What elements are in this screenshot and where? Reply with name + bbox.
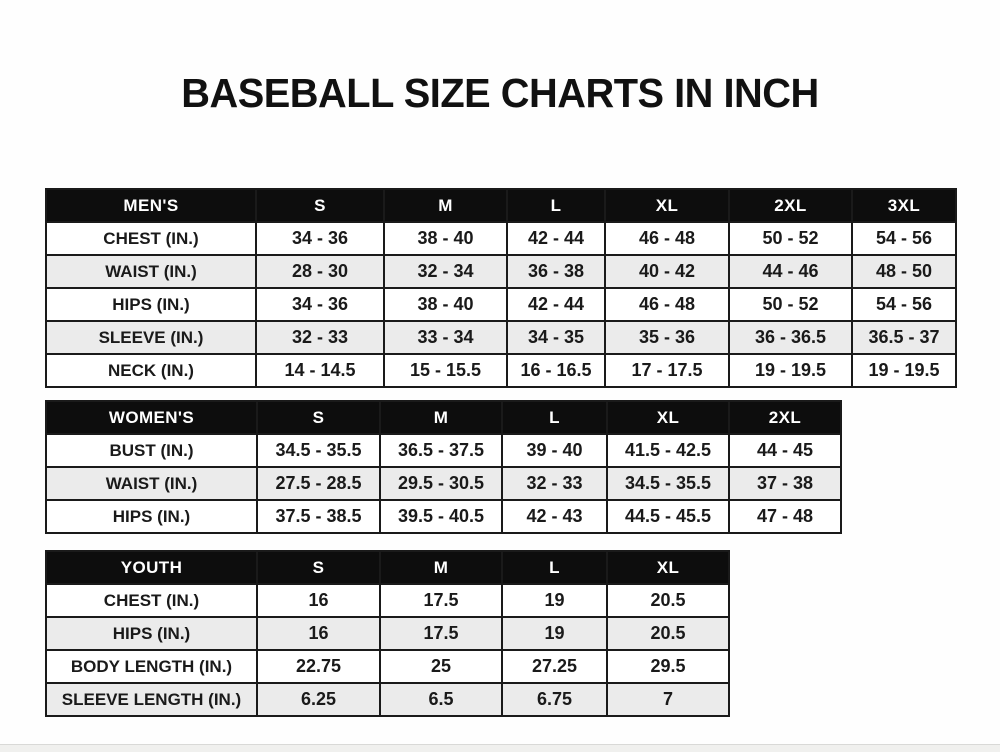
size-value: 22.75 [257,650,380,683]
size-value: 39.5 - 40.5 [380,500,502,533]
measure-label: CHEST (IN.) [46,584,257,617]
measure-row [46,584,729,617]
measure-label: WAIST (IN.) [46,467,257,500]
size-col-header: S [257,551,380,584]
size-value: 34.5 - 35.5 [257,434,380,467]
size-value: 32 - 34 [384,255,507,288]
size-col-header: M [380,551,502,584]
size-table-youth [45,550,730,717]
size-value: 29.5 [607,650,729,683]
measure-label: CHEST (IN.) [46,222,256,255]
size-value: 6.5 [380,683,502,716]
size-col-header: XL [607,551,729,584]
size-value: 25 [380,650,502,683]
size-value: 19 [502,617,607,650]
size-col-header: S [256,189,384,222]
measure-row [46,500,841,533]
size-value: 34.5 - 35.5 [607,467,729,500]
size-col-header: L [502,551,607,584]
size-value: 50 - 52 [729,288,852,321]
size-value: 19 - 19.5 [852,354,956,387]
size-col-header: XL [607,401,729,434]
size-value: 34 - 35 [507,321,605,354]
measure-label: SLEEVE (IN.) [46,321,256,354]
size-value: 44 - 46 [729,255,852,288]
size-value: 7 [607,683,729,716]
size-value: 17.5 [380,584,502,617]
size-value: 41.5 - 42.5 [607,434,729,467]
size-col-header: 2XL [729,189,852,222]
header-row-womens [46,401,841,434]
header-row-mens [46,189,956,222]
size-value: 35 - 36 [605,321,729,354]
size-value: 19 - 19.5 [729,354,852,387]
measure-label: WAIST (IN.) [46,255,256,288]
measure-label: BODY LENGTH (IN.) [46,650,257,683]
size-value: 47 - 48 [729,500,841,533]
size-value: 17.5 [380,617,502,650]
size-value: 33 - 34 [384,321,507,354]
measure-row [46,255,956,288]
size-value: 36 - 36.5 [729,321,852,354]
measure-label: HIPS (IN.) [46,500,257,533]
measure-label: HIPS (IN.) [46,617,257,650]
size-value: 42 - 44 [507,222,605,255]
size-value: 16 [257,584,380,617]
size-value: 34 - 36 [256,222,384,255]
size-value: 44.5 - 45.5 [607,500,729,533]
page-title: BASEBALL SIZE CHARTS IN INCH [181,70,819,116]
size-value: 37.5 - 38.5 [257,500,380,533]
size-value: 34 - 36 [256,288,384,321]
size-value: 32 - 33 [502,467,607,500]
size-value: 54 - 56 [852,288,956,321]
size-col-header: L [507,189,605,222]
size-value: 38 - 40 [384,288,507,321]
measure-row [46,321,956,354]
size-value: 29.5 - 30.5 [380,467,502,500]
size-value: 36.5 - 37 [852,321,956,354]
group-header-womens: WOMEN'S [46,401,257,434]
size-value: 27.5 - 28.5 [257,467,380,500]
size-value: 44 - 45 [729,434,841,467]
size-col-header: XL [605,189,729,222]
size-col-header: 2XL [729,401,841,434]
size-value: 38 - 40 [384,222,507,255]
size-col-header: S [257,401,380,434]
header-row-youth [46,551,729,584]
size-value: 14 - 14.5 [256,354,384,387]
size-value: 16 [257,617,380,650]
size-value: 42 - 43 [502,500,607,533]
size-value: 37 - 38 [729,467,841,500]
measure-label: HIPS (IN.) [46,288,256,321]
measure-label: SLEEVE LENGTH (IN.) [46,683,257,716]
measure-label: NECK (IN.) [46,354,256,387]
size-table-womens [45,400,842,534]
group-header-youth: YOUTH [46,551,257,584]
measure-row [46,222,956,255]
size-col-header: 3XL [852,189,956,222]
size-value: 39 - 40 [502,434,607,467]
size-col-header: M [380,401,502,434]
measure-row [46,434,841,467]
group-header-mens: MEN'S [46,189,256,222]
size-value: 46 - 48 [605,288,729,321]
size-value: 28 - 30 [256,255,384,288]
size-value: 42 - 44 [507,288,605,321]
size-value: 16 - 16.5 [507,354,605,387]
size-value: 54 - 56 [852,222,956,255]
size-col-header: M [384,189,507,222]
measure-row [46,650,729,683]
size-value: 48 - 50 [852,255,956,288]
measure-row [46,683,729,716]
measure-label: BUST (IN.) [46,434,257,467]
size-value: 6.75 [502,683,607,716]
size-col-header: L [502,401,607,434]
size-value: 36 - 38 [507,255,605,288]
size-table-mens [45,188,957,388]
size-value: 50 - 52 [729,222,852,255]
size-value: 17 - 17.5 [605,354,729,387]
size-value: 20.5 [607,584,729,617]
size-value: 19 [502,584,607,617]
size-value: 36.5 - 37.5 [380,434,502,467]
measure-row [46,288,956,321]
measure-row [46,354,956,387]
size-value: 15 - 15.5 [384,354,507,387]
size-value: 40 - 42 [605,255,729,288]
size-value: 32 - 33 [256,321,384,354]
size-value: 6.25 [257,683,380,716]
measure-row [46,617,729,650]
size-value: 46 - 48 [605,222,729,255]
scan-edge-artifact [0,744,1000,752]
size-value: 27.25 [502,650,607,683]
measure-row [46,467,841,500]
size-value: 20.5 [607,617,729,650]
